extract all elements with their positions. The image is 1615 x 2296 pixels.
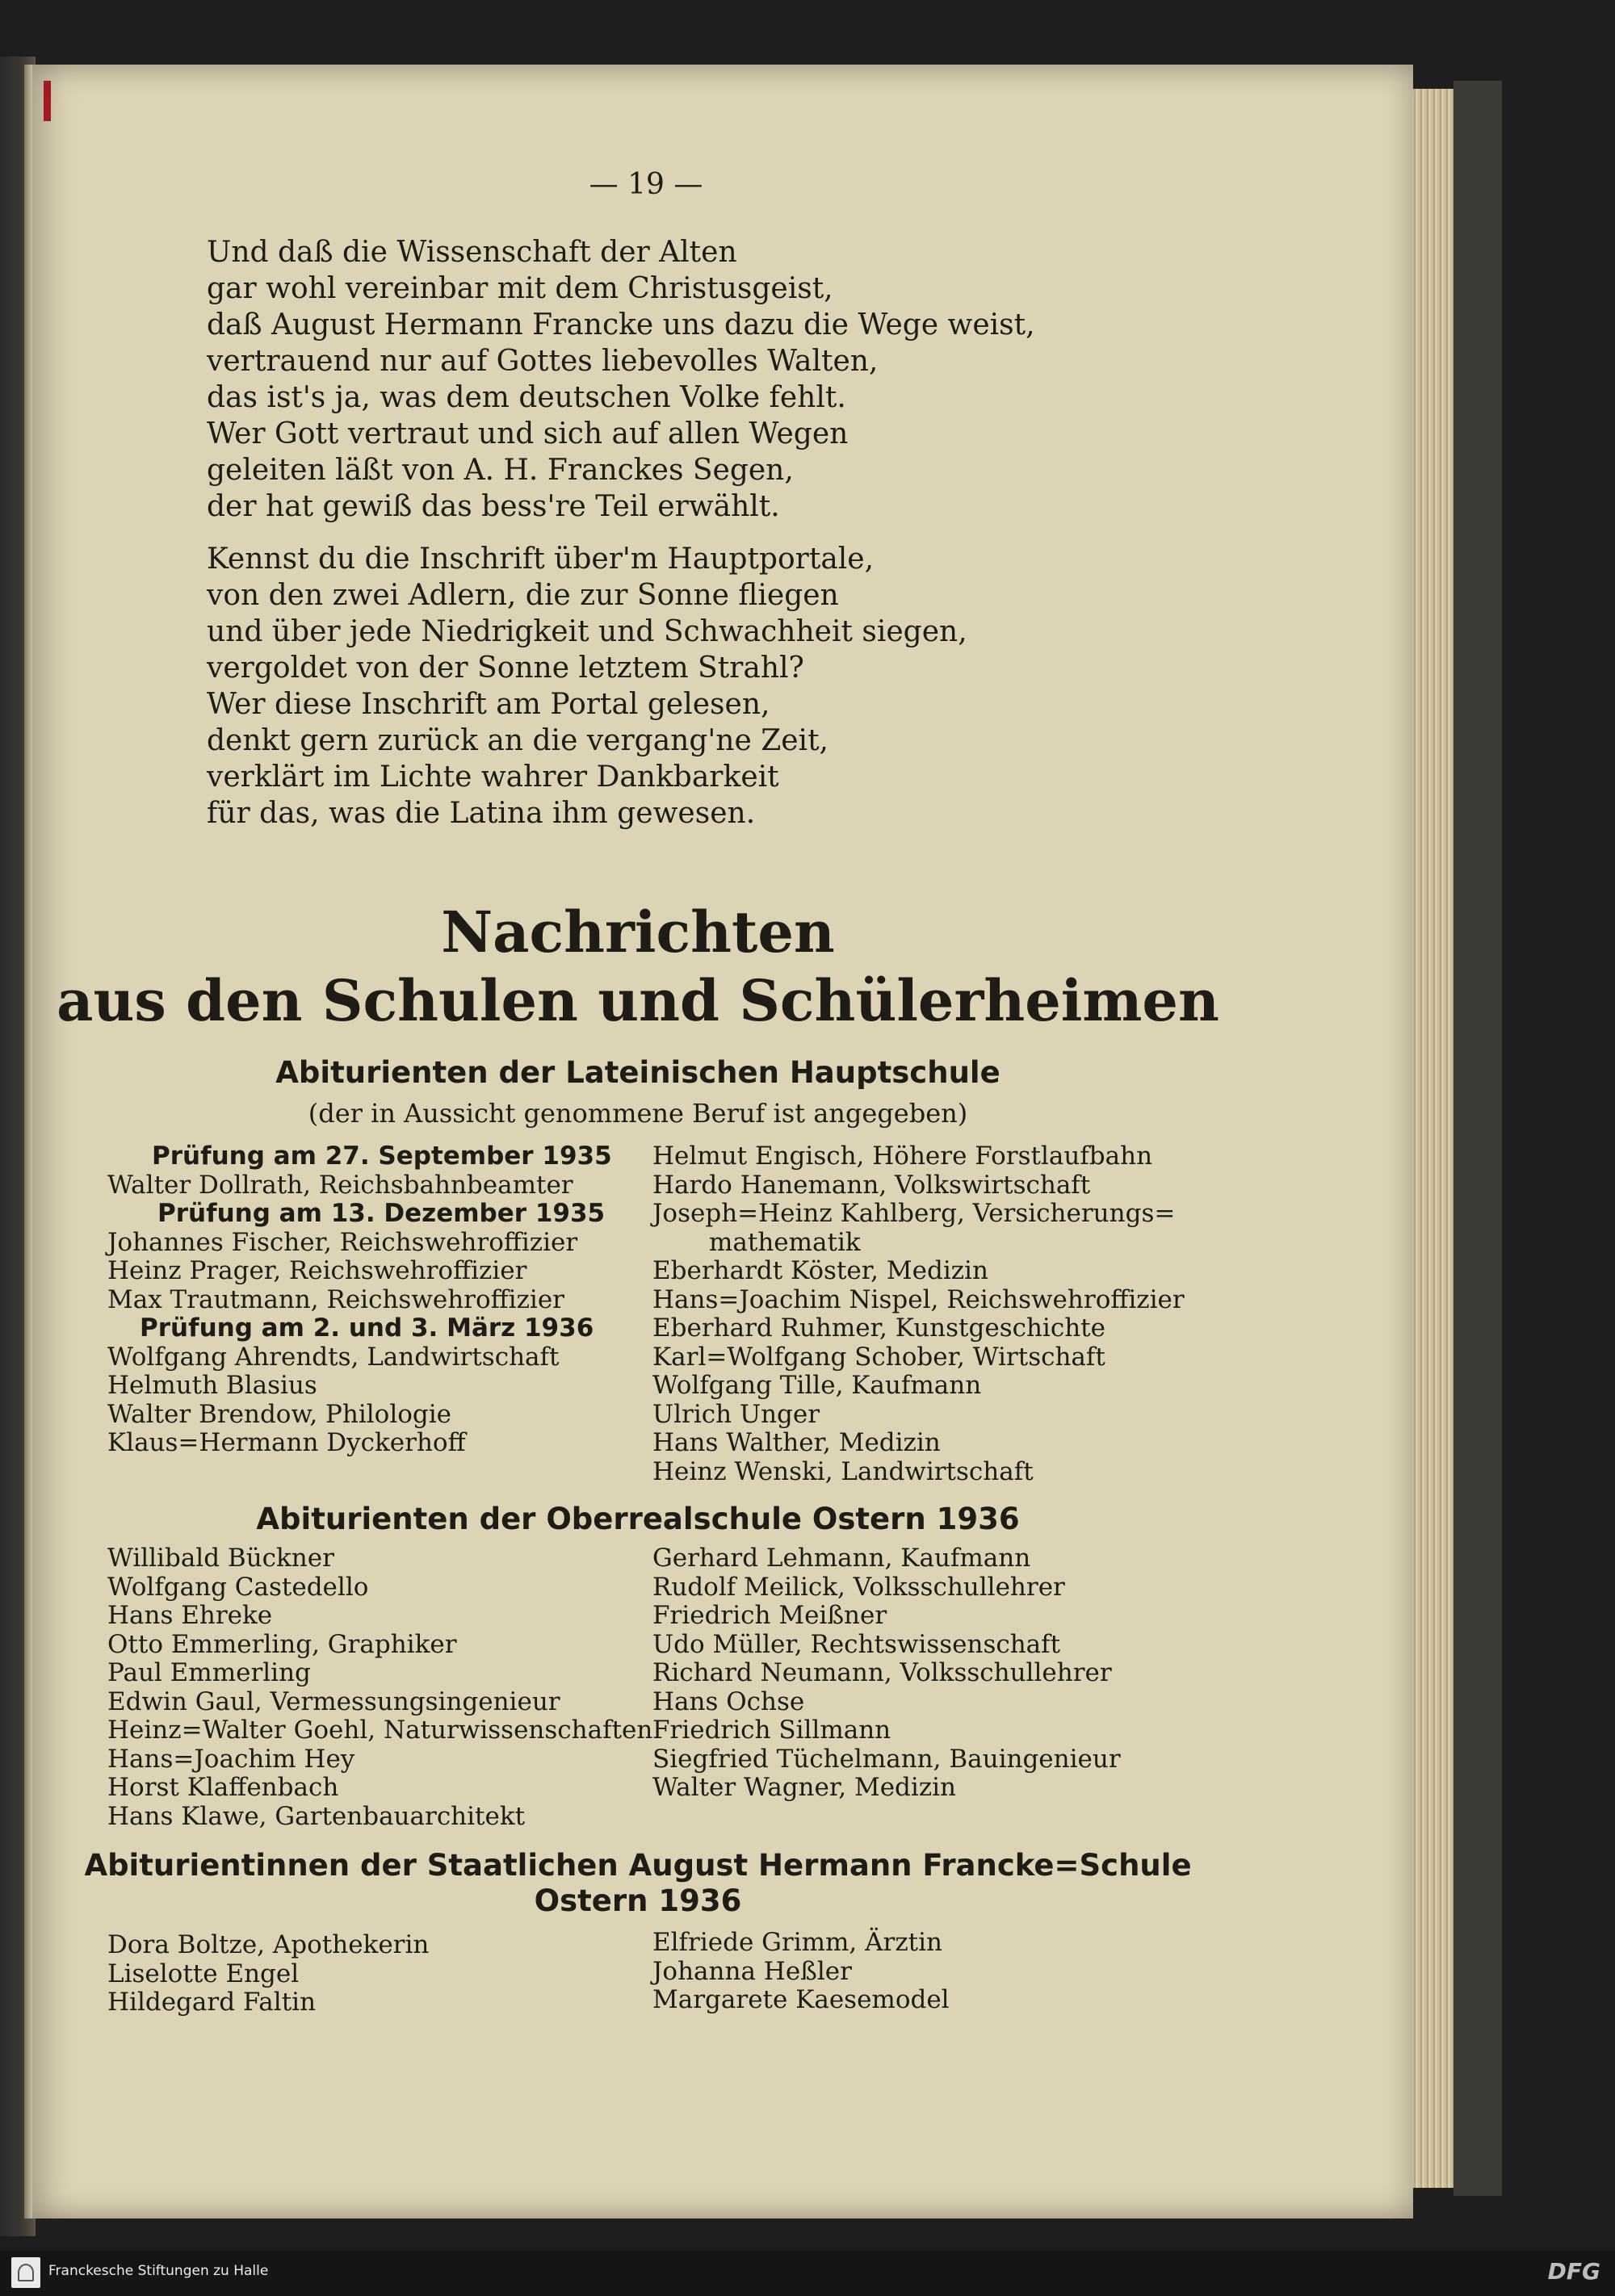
list-item: Rudolf Meilick, Volksschullehrer [652, 1572, 1065, 1602]
page-number: — 19 — [589, 168, 703, 201]
book-cover-right [1454, 81, 1502, 2196]
list-item: Walter Dollrath, Reichsbahnbeamter [107, 1170, 573, 1200]
list-item: Heinz=Walter Goehl, Naturwissenschaften [107, 1716, 653, 1745]
oberreal-left-column [107, 1544, 652, 1831]
list-item: Horst Klaffenbach [107, 1773, 339, 1802]
list-item: Willibald Bückner [107, 1544, 334, 1573]
section-subtitle-latin: (der in Aussicht genommene Beruf ist angegeben) [308, 1098, 968, 1129]
footer-institution: Franckesche Stiftungen zu Halle [48, 2263, 269, 2279]
list-item: Friedrich Meißner [652, 1601, 887, 1630]
page-edges [1412, 89, 1454, 2188]
list-item: Hans Ehreke [107, 1601, 273, 1630]
section-title-francke-year: Ostern 1936 [534, 1883, 742, 1918]
list-item: Edwin Gaul, Vermessungsingenieur [107, 1686, 560, 1716]
list-item: Karl=Wolfgang Schober, Wirtschaft [652, 1342, 1105, 1372]
poem-line: gar wohl vereinbar mit dem Christusgeist, [207, 272, 833, 305]
list-item: Liselotte Engel [107, 1959, 300, 1988]
poem-line: denkt gern zurück an die vergang'ne Zeit, [207, 724, 828, 757]
list-item: Hans=Joachim Hey [107, 1744, 355, 1774]
list-item: Hildegard Faltin [107, 1988, 317, 2017]
poem-line: der hat gewiß das bess're Teil erwählt. [207, 490, 780, 523]
list-item: Elfriede Grimm, Ärztin [652, 1928, 943, 1957]
list-item: Hans Walther, Medizin [652, 1428, 941, 1457]
poem-line: daß August Hermann Francke uns dazu die Wege weist, [207, 308, 1035, 341]
list-item: Heinz Wenski, Landwirtschaft [652, 1456, 1034, 1486]
poem-line: für das, was die Latina ihm gewesen. [207, 797, 756, 830]
latin-left-column [107, 1142, 612, 1458]
francke-right-column [652, 1929, 950, 2015]
bookmark-ribbon [44, 81, 51, 121]
list-item: Walter Brendow, Philologie [107, 1399, 452, 1429]
list-item: Heinz Prager, Reichswehroffizier [107, 1256, 527, 1285]
list-item: Hans Ochse [652, 1686, 805, 1716]
list-item: Joseph=Heinz Kahlberg, Versicherungs= [652, 1199, 1176, 1228]
section-title-francke: Abiturientinnen der Staatlichen August Hermann Francke=Schule [84, 1848, 1192, 1883]
list-item: Otto Emmerling, Graphiker [107, 1629, 457, 1659]
poem-line: von den zwei Adlern, die zur Sonne fliegen [207, 579, 839, 612]
poem-line: vertrauend nur auf Gottes liebevolles Walten, [207, 345, 879, 378]
list-item: Hans Klawe, Gartenbauarchitekt [107, 1801, 526, 1831]
poem-line: Wer diese Inschrift am Portal gelesen, [207, 688, 770, 721]
poem-stanza-2 [207, 541, 967, 832]
list-item: Margarete Kaesemodel [652, 1985, 950, 2014]
list-item: Hans=Joachim Nispel, Reichswehroffizier [652, 1284, 1185, 1314]
list-item: Wolfgang Tille, Kaufmann [652, 1371, 982, 1400]
poem-line: und über jede Niedrigkeit und Schwachheit siegen, [207, 615, 967, 648]
list-item: Udo Müller, Rechtswissenschaft [652, 1629, 1061, 1659]
poem-line: Kennst du die Inschrift über'm Hauptportale, [207, 543, 875, 576]
list-item-continuation: mathematik [709, 1227, 861, 1257]
list-item: Johannes Fischer, Reichswehroffizier [107, 1227, 578, 1257]
list-item: Siegfried Tüchelmann, Bauingenieur [652, 1744, 1121, 1774]
list-item: Eberhardt Köster, Medizin [652, 1256, 988, 1285]
list-item: Dora Boltze, Apothekerin [107, 1930, 430, 1959]
dfg-logo: DFG [1547, 2258, 1600, 2285]
list-item: Walter Wagner, Medizin [652, 1773, 957, 1802]
list-item: Wolfgang Ahrendts, Landwirtschaft [107, 1342, 560, 1372]
poem-stanza-1 [207, 234, 1035, 525]
poem-line: verklärt im Lichte wahrer Dankbarkeit [207, 760, 779, 794]
list-item: Helmuth Blasius [107, 1371, 317, 1400]
exam-date-heading: Prüfung am 2. und 3. März 1936 [140, 1313, 594, 1343]
institution-logo-icon [11, 2257, 40, 2288]
list-item: Paul Emmerling [107, 1658, 311, 1687]
list-item: Wolfgang Castedello [107, 1572, 369, 1602]
list-item: Johanna Heßler [652, 1956, 852, 1986]
section-title-latin: Abiturienten der Lateinischen Hauptschule [275, 1055, 1000, 1090]
poem-line: geleiten läßt von A. H. Franckes Segen, [207, 454, 794, 487]
list-item: Ulrich Unger [652, 1399, 820, 1429]
poem-line: vergoldet von der Sonne letztem Strahl? [207, 652, 804, 685]
exam-date-heading: Prüfung am 27. September 1935 [152, 1142, 612, 1171]
headline-line-2: aus den Schulen und Schülerheimen [57, 967, 1219, 1034]
poem-line: Wer Gott vertraut und sich auf allen Wegen [207, 417, 849, 450]
poem-line: Und daß die Wissenschaft der Alten [207, 236, 737, 269]
francke-left-column [107, 1931, 429, 2017]
list-item: Eberhard Ruhmer, Kunstgeschichte [652, 1313, 1105, 1343]
exam-date-heading: Prüfung am 13. Dezember 1935 [157, 1199, 606, 1228]
list-item: Friedrich Sillmann [652, 1716, 891, 1745]
latin-right-column [652, 1142, 1185, 1486]
list-item: Gerhard Lehmann, Kaufmann [652, 1544, 1031, 1573]
list-item: Helmut Engisch, Höhere Forstlaufbahn [652, 1142, 1153, 1171]
list-item: Richard Neumann, Volksschullehrer [652, 1658, 1112, 1687]
oberreal-right-column [652, 1544, 1121, 1803]
list-item: Klaus=Hermann Dyckerhoff [107, 1428, 466, 1457]
list-item: Max Trautmann, Reichswehroffizier [107, 1284, 564, 1314]
poem-line: das ist's ja, was dem deutschen Volke fehlt. [207, 381, 846, 414]
headline-line-1: Nachrichten [441, 899, 835, 966]
section-title-oberreal: Abiturienten der Oberrealschule Ostern 1936 [256, 1502, 1020, 1536]
list-item: Hardo Hanemann, Volkswirtschaft [652, 1170, 1091, 1200]
